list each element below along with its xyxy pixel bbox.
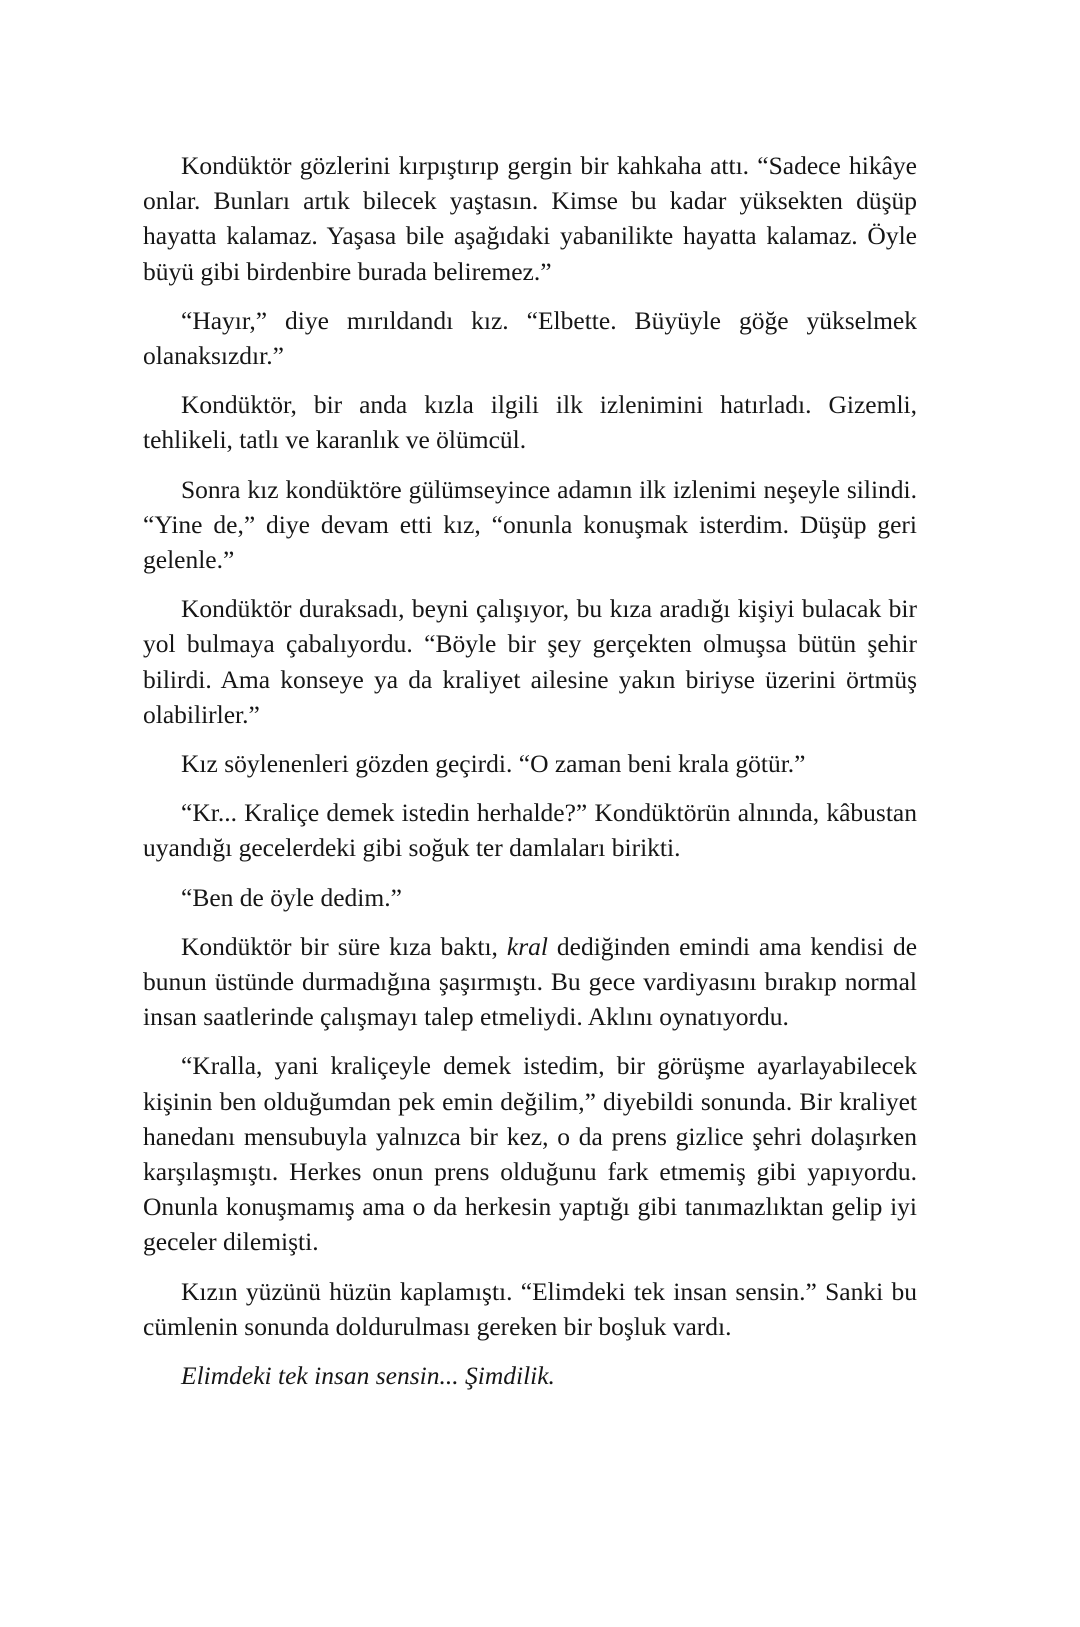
paragraph-9-before: Kondüktör bir süre kıza baktı, <box>181 931 507 961</box>
paragraph-3: Kondüktör, bir anda kızla ilgili ilk izlenimini hatırladı. Gizemli, tehlikeli, tatlı ve karanlık ve ölümcül. <box>143 390 917 455</box>
book-page <box>143 148 917 1407</box>
paragraph-2: “Hayır,” diye mırıldandı kız. “Elbette. Büyüyle göğe yükselmek olanaksızdır.” <box>143 305 917 371</box>
paragraph-9-italic: kral <box>506 931 548 961</box>
paragraph-10: “Kralla, yani kraliçeyle demek istedim, bir görüşme ayarlayabilecek kişinin ben olduğumdan pek emin değilim,” diyebildi sonunda. Bir kraliyet hanedanı mensubuyla yalnızca bir kez, o da prens gizlice şehri dolaşırken karşılaşmıştı. Herkes onun prens olduğunu fark etmemiş gibi yapıyordu. Onunla konuşmamış ama o da herkesin yaptığı gibi tanımazlıktan gelip iyi geceler dilemişti. <box>143 1051 917 1257</box>
paragraph-7: “Kr... Kraliçe demek istedin herhalde?” Kondüktörün alnında, kâbustan uyandığı gecelerdeki gibi soğuk ter damlaları birikti. <box>143 798 917 863</box>
paragraph-1: Kondüktör gözlerini kırpıştırıp gergin bir kahkaha attı. “Sadece hikâye onlar. Bunları artık bilecek yaştasın. Kimse bu kadar yüksekten düşüp hayatta kalamaz. Yaşasa bile aşağıdaki yabanilikte hayatta kalamaz. Öyle büyü gibi birdenbire burada beliremez.” <box>143 151 917 286</box>
paragraph-12-italic: Elimdeki tek insan sensin... Şimdilik. <box>181 1361 555 1391</box>
paragraph-9 <box>143 929 917 1035</box>
paragraph-6: Kız söylenenleri gözden geçirdi. “O zaman beni krala götür.” <box>181 749 806 779</box>
paragraph-9-after: dediğinden emindi ama kendisi de bunun üstünde durmadığına şaşırmıştı. Bu gece vardiyasını bırakıp normal insan saatlerinde çalışmayı talep etmeliydi. Aklını oynatıyordu. <box>143 931 918 1032</box>
paragraph-11: Kızın yüzünü hüzün kaplamıştı. “Elimdeki tek insan sensin.” Sanki bu cümlenin sonunda doldurulması gereken bir boşluk vardı. <box>143 1276 917 1341</box>
paragraph-5: Kondüktör duraksadı, beyni çalışıyor, bu kıza aradığı kişiyi bulacak bir yol bulmaya çabalıyordu. “Böyle bir şey gerçekten olmuşsa bütün şehir bilirdi. Ama konseye ya da kraliyet ailesine yakın biriyse üzerini örtmüş olabilirler.” <box>143 594 917 729</box>
paragraph-4: Sonra kız kondüktöre gülümseyince adamın ilk izlenimi neşeyle silindi. “Yine de,” diye devam etti kız, “onunla konuşmak isterdim. Düşüp geri gelenle.” <box>143 474 917 575</box>
paragraph-8: “Ben de öyle dedim.” <box>181 882 402 912</box>
